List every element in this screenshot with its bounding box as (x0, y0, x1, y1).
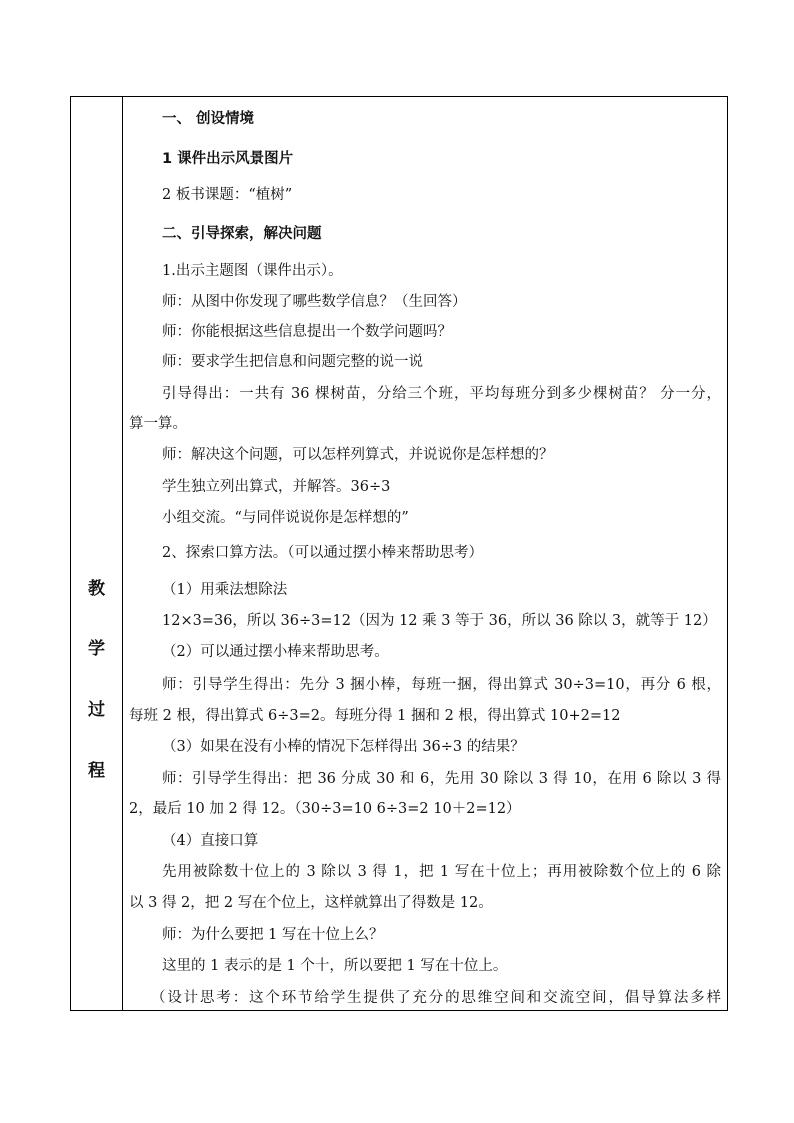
text-line: 2，最后 10 加 2 得 12。（30÷3=10 6÷3=2 10＋2=12） (129, 801, 521, 817)
text-line: （设计思考：这个环节给学生提供了充分的思维空间和交流空间，倡导算法多样 (151, 990, 721, 1006)
text-line: （3）如果在没有小棒的情况下怎样得出 36÷3 的结果？ (162, 739, 525, 755)
step-heading: 1 课件出示风景图片 (162, 151, 294, 167)
text-line: 学生独立列出算式，并解答。36÷3 (162, 479, 391, 495)
text-line: （1）用乘法想除法 (162, 582, 288, 598)
text-line: （4）直接口算 (162, 833, 259, 849)
text-line: 先用被除数十位上的 3 除以 3 得 1，把 1 写在十位上；再用被除数个位上的 6 除 (162, 864, 721, 880)
text-line: 师：解决这个问题，可以怎样列算式，并说说你是怎样想的？ (162, 447, 554, 463)
text-line: 这里的 1 表示的是 1 个十，所以要把 1 写在十位上。 (162, 958, 508, 974)
text-line: 师：引导学生得出：把 36 分成 30 和 6，先用 30 除以 3 得 10，在用 6 除以 3 得 (162, 771, 721, 787)
text-line: 1.出示主题图（课件出示）。 (162, 263, 343, 279)
section-heading: 一、 创设情境 (162, 111, 255, 127)
side-label-char: 过 (88, 700, 105, 720)
text-line: 引导得出：一共有 36 棵树苗，分给三个班，平均每班分到多少棵树苗？ 分一分， (162, 386, 721, 402)
text-line: 算一算。 (129, 416, 187, 432)
side-label-char: 学 (88, 639, 105, 659)
text-line: 以 3 得 2，把 2 写在个位上，这样就算出了得数是 12。 (129, 895, 493, 911)
side-label-char: 程 (88, 761, 105, 781)
text-line: 2 板书课题：“植树” (162, 187, 293, 203)
text-line: 每班 2 根，得出算式 6÷3=2。每班分得 1 捆和 2 根，得出算式 10+2=12 (129, 708, 621, 724)
side-label-char: 教 (88, 579, 105, 599)
text-line: 师：从图中你发现了哪些数学信息？（生回答） (162, 294, 467, 310)
text-line: 小组交流。“与同伴说说你是怎样想的” (162, 510, 409, 526)
text-line: 师：你能根据这些信息提出一个数学问题吗？ (162, 324, 452, 340)
lesson-content (123, 97, 727, 1010)
side-label-column (71, 97, 122, 1010)
text-line: 师：引导学生得出：先分 3 捆小棒，每班一捆，得出算式 30÷3=10，再分 6 根， (162, 677, 721, 693)
text-line: 师：要求学生把信息和问题完整的说一说 (162, 354, 423, 370)
text-line: 师：为什么要把 1 写在十位上么？ (162, 927, 384, 943)
text-line: 12×3=36，所以 36÷3=12（因为 12 乘 3 等于 36，所以 36 除以 3，就等于 12） (162, 613, 717, 629)
text-line: （2）可以通过摆小棒来帮助思考。 (162, 644, 389, 660)
section-heading: 二、引导探索，解决问题 (162, 226, 322, 242)
lesson-table (70, 96, 728, 1011)
text-line: 2、探索口算方法。（可以通过摆小棒来帮助思考） (162, 545, 483, 561)
